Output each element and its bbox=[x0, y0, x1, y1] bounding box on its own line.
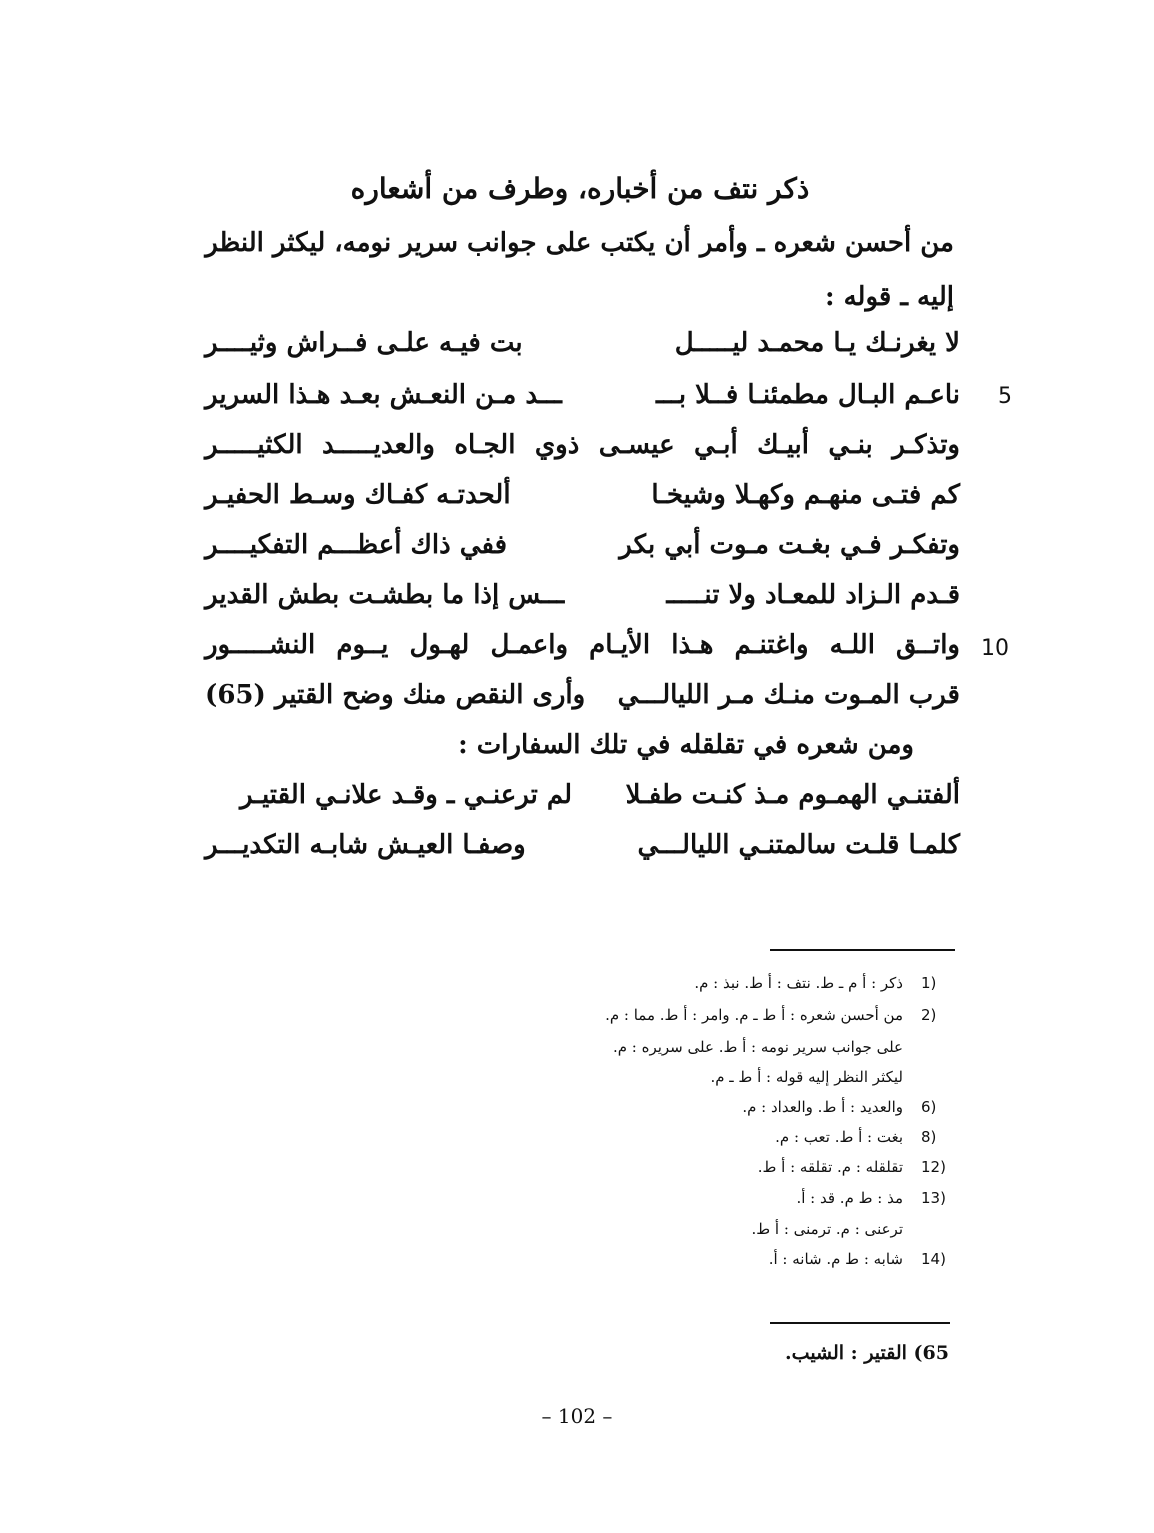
footnote bbox=[389, 1158, 949, 1184]
verse-second-hemistich: ألحدتـه كفـاك وسـط الحفيـر bbox=[205, 480, 511, 510]
verse-second-hemistich: وصفـا العيـش شابـه التكديـــر bbox=[205, 830, 526, 860]
page-number: – 102 – bbox=[541, 1404, 613, 1428]
footnote bbox=[389, 1250, 949, 1276]
verse-second-hemistich: ـــس إذا ما بطشـت بطش القدير bbox=[205, 580, 565, 610]
footnote bbox=[389, 1128, 949, 1154]
note-divider bbox=[770, 1322, 950, 1324]
footnote-text: مذ : ط م. قد : أ. bbox=[796, 1189, 903, 1207]
footnote-number: (14 bbox=[921, 1250, 946, 1268]
verse-line bbox=[205, 380, 960, 424]
verse-line bbox=[205, 530, 960, 574]
intro-line-1: من أحسن شعره ـ وأمر أن يكتب على جوانب سرير نومه، ليكثر النظر bbox=[205, 228, 954, 258]
verse-second-hemistich: وأرى النقص منك وضح القتير (65) bbox=[205, 680, 586, 710]
intro-line-2: إليه ـ قوله : bbox=[824, 282, 954, 312]
footnote-text: ترعنى : م. ترمنى : أ ط. bbox=[751, 1220, 903, 1238]
paragraph-2: ومن شعره في تقلقله في تلك السفارات : bbox=[458, 730, 914, 760]
footnote-text: على جوانب سرير نومه : أ ط. على سريره : م. bbox=[612, 1038, 903, 1056]
verse-line bbox=[205, 580, 960, 624]
footnote-number: (12 bbox=[921, 1158, 946, 1176]
footnote-number: (8 bbox=[921, 1128, 937, 1146]
verse-line bbox=[205, 480, 960, 524]
footnote bbox=[389, 1068, 949, 1094]
footnote bbox=[389, 1098, 949, 1124]
footnote-text: بغت : أ ط. تعب : م. bbox=[775, 1128, 903, 1146]
line-number: 10 bbox=[981, 636, 1009, 661]
verse-second-hemistich: لم ترعنـي ـ وقـد علانـي القتيـر bbox=[240, 780, 573, 810]
verse-second-hemistich: ففي ذاك أعظـــم التفكيــــر bbox=[205, 530, 508, 560]
footnote-text: تقلقله : م. تقلقه : أ ط. bbox=[757, 1158, 903, 1176]
chapter-heading: ذكر نتف من أخباره، وطرف من أشعاره bbox=[350, 172, 810, 205]
footnote-number: (2 bbox=[921, 1006, 937, 1024]
footnote bbox=[389, 974, 949, 1000]
verse-first-hemistich: وتفكـر فـي بغـت مـوت أبي بكر bbox=[619, 530, 960, 560]
verse-line bbox=[205, 430, 960, 474]
verse-second-hemistich: ـــد مـن النعـش بعـد هـذا السرير bbox=[205, 380, 562, 410]
verse-first-hemistich: ناعـم البـال مطمئنـا فــلا بـــ bbox=[655, 380, 960, 410]
verse-line bbox=[205, 780, 960, 824]
verse-line bbox=[205, 328, 960, 372]
footnote bbox=[389, 1220, 949, 1246]
footnote bbox=[389, 1038, 949, 1064]
verse-line bbox=[205, 830, 960, 874]
verse-first-hemistich: لا يغرنـك يـا محمـد ليـــــل bbox=[674, 328, 960, 358]
footnote-text: والعديد : أ ط. والعداد : م. bbox=[742, 1098, 903, 1116]
footnote bbox=[389, 1006, 949, 1032]
editor-note: 65) القتير : الشيب. bbox=[785, 1342, 949, 1364]
verse-second-hemistich: بت فيـه علـى فــراش وثيــــر bbox=[205, 328, 523, 358]
footnote-number: (13 bbox=[921, 1189, 946, 1207]
verse-first-hemistich: قـدم الـزاد للمعـاد ولا تنـــــ bbox=[666, 580, 960, 610]
verse-first-hemistich: قرب المـوت منـك مـر الليالـــي bbox=[617, 680, 960, 710]
footnote-number: (1 bbox=[921, 974, 937, 992]
line-number: 5 bbox=[998, 384, 1012, 409]
verse-full-line: واتــق اللـه واغتنـم هـذا الأيـام واعمـل لهـول يــوم النشـــــور bbox=[205, 630, 960, 660]
verse-first-hemistich: كم فتـى منهـم وكهـلا وشيخـا bbox=[651, 480, 960, 510]
verse-first-hemistich: ألفتنـي الهمـوم مـذ كنـت طفـلا bbox=[625, 780, 960, 810]
footnote-text: ذكر : أ م ـ ط. نتف : أ ط. نبذ : م. bbox=[694, 974, 903, 992]
footnote-text: من أحسن شعره : أ ط ـ م. وامر : أ ط. مما : م. bbox=[605, 1006, 903, 1024]
verse-line bbox=[205, 630, 960, 674]
verse-full-line: وتذكـر بنـي أبيـك أبـي عيسـى ذوي الجـاه والعديـــــد الكثيـــــر bbox=[205, 430, 960, 460]
footnote bbox=[389, 1189, 949, 1215]
footnote-divider bbox=[770, 949, 955, 951]
footnote-number: (6 bbox=[921, 1098, 937, 1116]
verse-first-hemistich: كلمـا قلـت سالمتنـي الليالـــي bbox=[637, 830, 960, 860]
footnote-text: شابه : ط م. شانه : أ. bbox=[768, 1250, 903, 1268]
footnote-text: ليكثر النظر إليه قوله : أ ط ـ م. bbox=[710, 1068, 903, 1086]
verse-line bbox=[205, 680, 960, 724]
